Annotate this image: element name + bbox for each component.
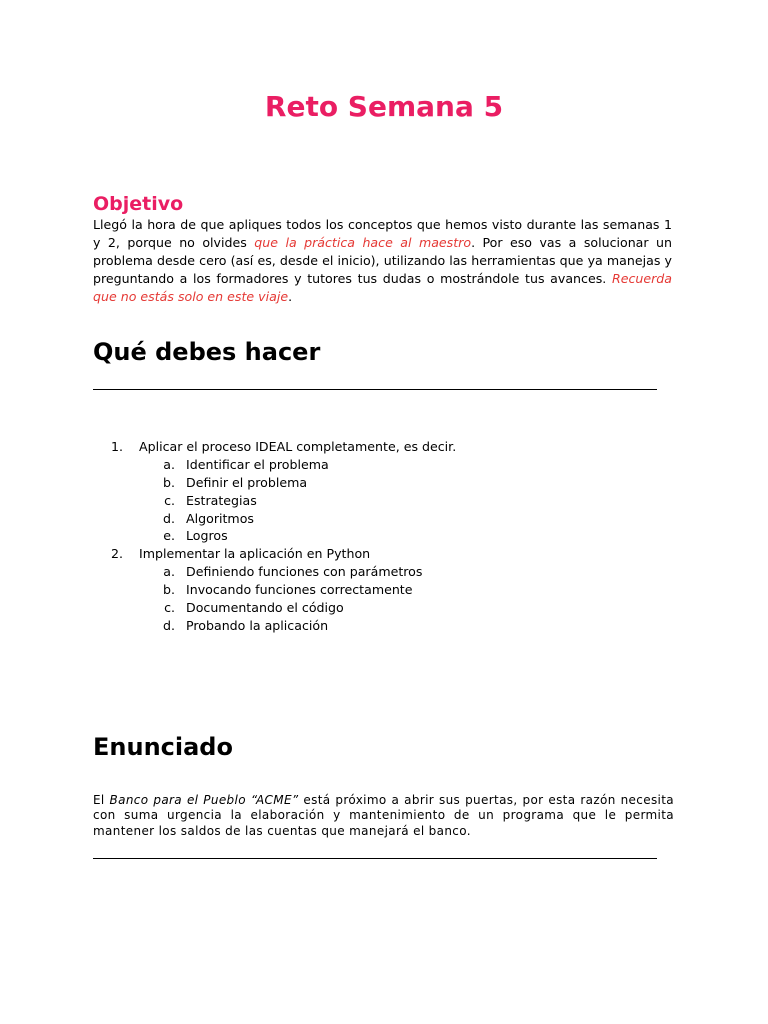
objective-heading: Objetivo [93,193,184,215]
horizontal-rule [93,858,657,859]
list-item-label: Definiendo funciones con parámetros [186,564,423,580]
document-title: Reto Semana 5 [264,90,504,123]
list-item-label: Documentando el código [186,600,344,616]
list-marker: c. [164,492,175,508]
list-item-label: Invocando funciones correctamente [186,582,413,598]
objective-highlight-2: Recuerda que no estás solo en este viaje [93,271,672,304]
list-marker: 1. [110,439,123,454]
list-item-label: Estrategias [186,492,257,508]
list-item-label: Implementar la aplicación en Python [139,546,371,562]
objective-text-1: Llegó la hora de que apliques todos los conceptos que hemos visto durante las semanas 1 y 2, porque no olvides [93,217,672,250]
list-item-label: Probando la aplicación [186,617,329,633]
list-marker: a. [163,456,175,472]
objective-text-2: . Por eso vas a solucionar un problema desde cero (así es, desde el inicio), utilizando las herramientas que ya manejas y preguntando a los formadores y tutores tus dudas o mostrándole tus avances. [93,235,672,286]
bank-name: Banco para el Pueblo “ACME” [109,793,299,807]
list-marker: e. [163,528,175,544]
objective-text-3: . [288,289,293,304]
enunciado-text-1: El [93,793,110,807]
enunciado-paragraph [93,793,674,839]
list-marker: c. [164,600,175,616]
list-marker: a. [163,564,175,580]
list-marker: d. [163,510,175,526]
objective-paragraph [93,216,672,306]
list-marker: b. [163,474,175,490]
horizontal-rule [93,389,657,390]
list-item-label: Algoritmos [186,510,254,526]
objective-highlight-1: que la práctica hace al maestro [254,235,472,250]
list-item-label: Definir el problema [186,474,308,490]
list-marker: 2. [110,546,123,562]
list-item-label: Logros [186,528,228,544]
list-marker: b. [163,582,175,598]
enunciado-text-2: está próximo a abrir sus puertas, por esta razón necesita con suma urgencia la elaboración y mantenimiento de un programa que le permita mantener los saldos de las cuentas que manejará el banco. [93,793,674,838]
list-item-label: Identificar el problema [186,456,329,472]
list-item-label: Aplicar el proceso IDEAL completamente, es decir. [139,439,457,454]
section-heading-enunciado: Enunciado [93,733,233,761]
list-marker: d. [163,617,175,633]
section-heading-que-debes-hacer: Qué debes hacer [93,338,321,366]
